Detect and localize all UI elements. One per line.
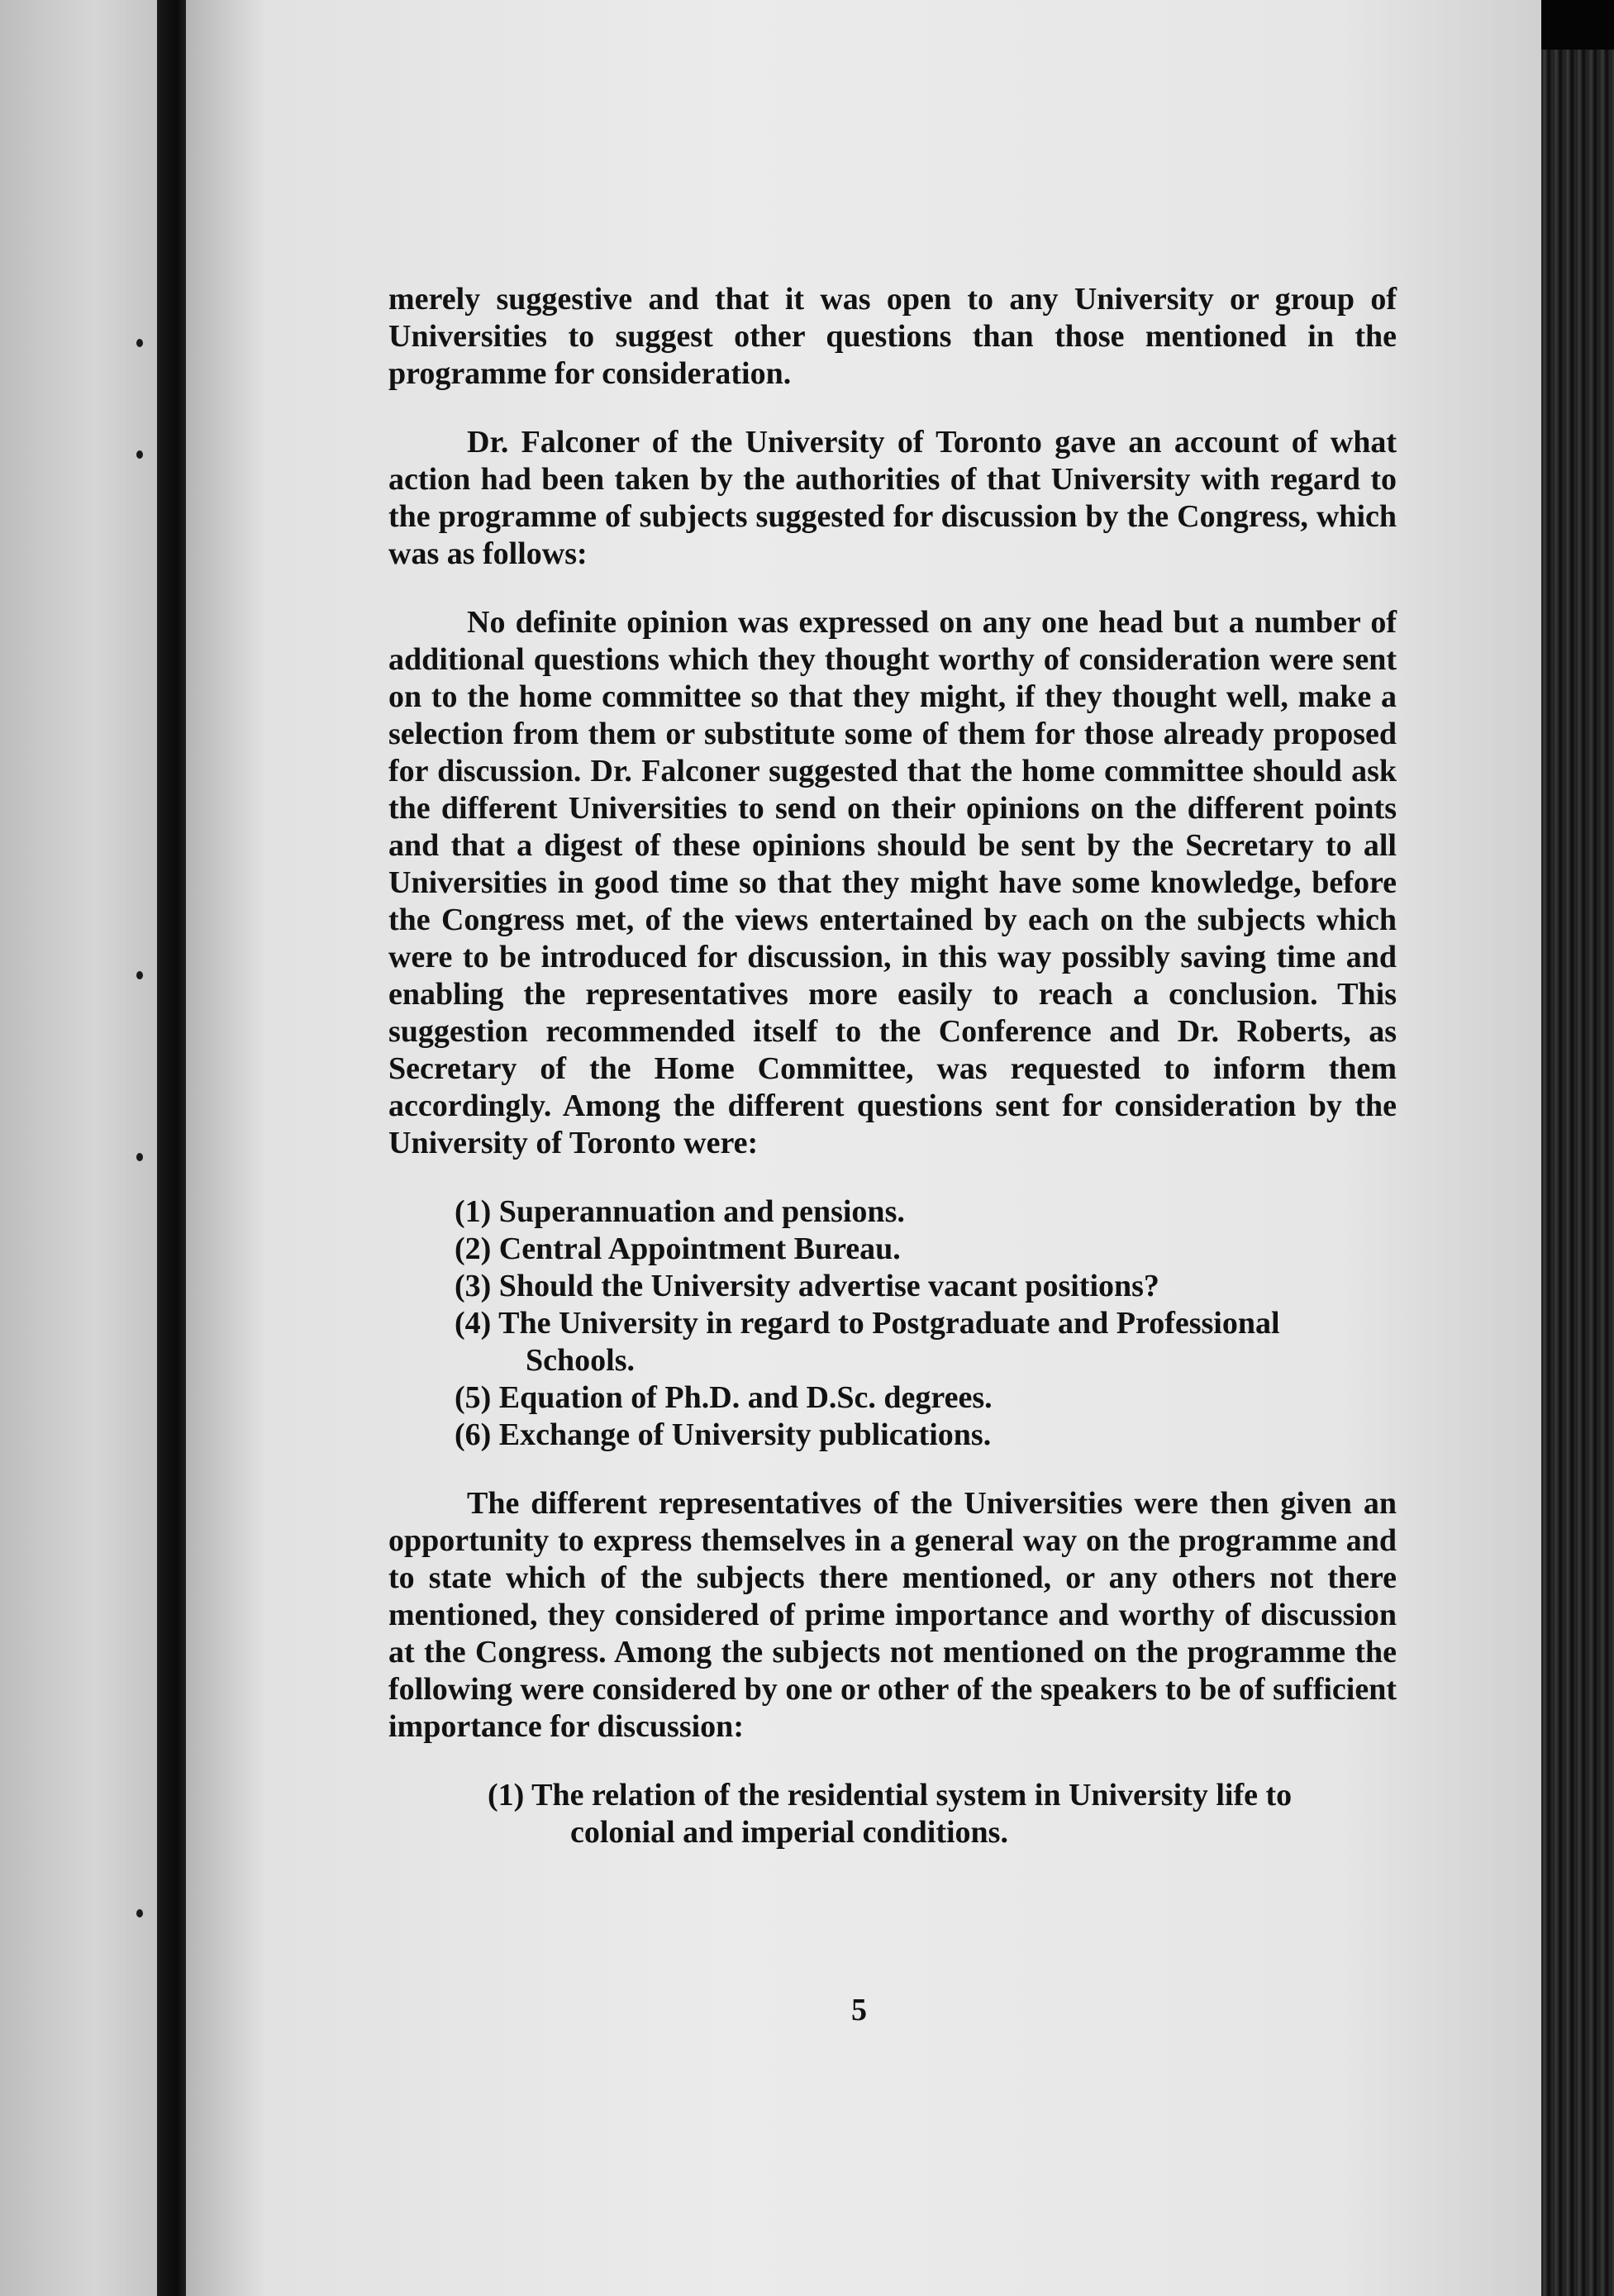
list-item: (2) Central Appointment Bureau. <box>455 1231 901 1266</box>
margin-speck <box>136 971 143 979</box>
book-gutter <box>157 0 190 2296</box>
page-body <box>388 281 1397 1883</box>
list-item: (6) Exchange of University publications. <box>455 1417 992 1452</box>
list-item: (1) Superannuation and pensions. <box>455 1194 905 1229</box>
page-number: 5 <box>851 1993 867 2027</box>
right-page-edges <box>1541 50 1614 2296</box>
margin-speck <box>136 1153 143 1161</box>
margin-speck <box>136 1909 143 1917</box>
list-item: (4) The University in regard to Postgraduate and Professional Schools. <box>455 1306 1280 1378</box>
list-item: (5) Equation of Ph.D. and D.Sc. degrees. <box>455 1380 993 1415</box>
paragraph-representatives: The different representatives of the Universities were then given an opportunity to express themselves in a general way on the programme and to state which of the subjects there mentioned, or any others not there mentioned, they considered of prime importance and worthy of discussion at the Congress. Among the subjects not mentioned on the programme the following were considered by one or other of the speakers to be of sufficient importance for discussion: <box>388 1486 1397 1744</box>
toronto-questions-list <box>455 1193 1397 1454</box>
paragraph-falconer-account: Dr. Falconer of the University of Toronto gave an account of what action had been taken by the authorities of that University with regard to the programme of subjects suggested for discussion by the Congress, which was as follows: <box>388 425 1397 571</box>
margin-speck <box>136 339 143 347</box>
paragraph-continuation: merely suggestive and that it was open to any University or group of Universities to suggest other questions than those mentioned in the programme for consideration. <box>388 282 1397 391</box>
list-item: (3) Should the University advertise vacant positions? <box>455 1269 1159 1303</box>
left-page-edge <box>0 0 157 2296</box>
other-subjects-list <box>438 1777 1397 1851</box>
margin-speck <box>136 450 143 459</box>
paragraph-toronto-opinion: No definite opinion was expressed on any one head but a number of additional questions which they thought worthy of consideration were sent on to the home committee so that they might, if they thought well, make a selection from them or substitute some of them for those already proposed for discussion. Dr. Falconer suggested that the home committee should ask the different Universities to send on their opinions on the different points and that a digest of these opinions should be sent by the Secretary to all Universities in good time so that they might have some knowledge, before the Congress met, of the views entertained by each on the subjects which were to be introduced for discussion, in this way possibly saving time and enabling the representatives more easily to reach a conclusion. This suggestion recommended itself to the Conference and Dr. Roberts, as Secretary of the Home Committee, was requested to inform them accordingly. Among the different questions sent for consideration by the University of Toronto were: <box>388 605 1397 1160</box>
list-item: (1) The relation of the residential system in University life to colonial and imperial conditions. <box>488 1778 1293 1850</box>
